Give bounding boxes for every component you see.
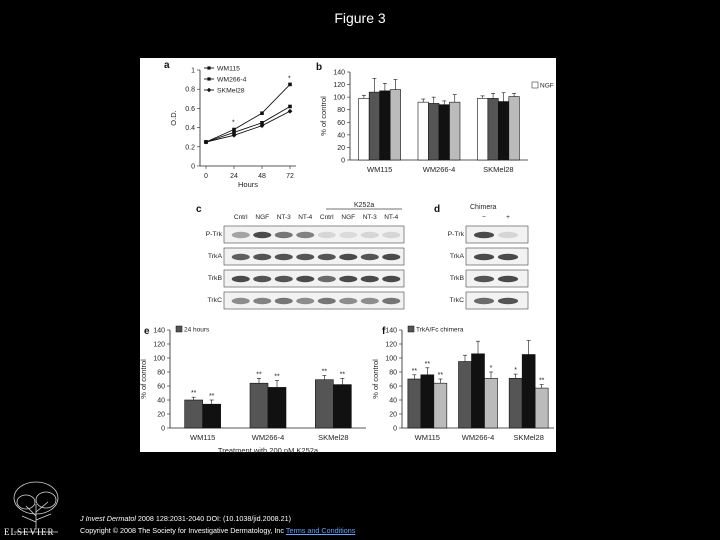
figure-3 [139,58,556,455]
bar [418,102,429,160]
blot-band [253,232,271,238]
blot-band [275,276,293,282]
chart-b [319,70,554,175]
lane-label: NGF [341,214,356,221]
blot-band [339,298,357,304]
blot-band [296,232,314,238]
blot-band [498,232,518,238]
panel-label-e: e [144,326,150,337]
legend-label: SKMel28 [217,87,245,95]
panel-label-f: f [382,326,386,337]
significance-mark: ** [190,390,197,398]
x-axis-label: Hours [237,180,259,189]
bar [268,387,286,428]
bar [439,105,450,160]
category-label: WM266-4 [251,433,285,442]
blot-row-label: P-Trk [447,231,464,238]
y-tick-label: 0 [341,157,345,165]
terms-link[interactable]: Terms and Conditions [285,526,356,535]
y-tick-label: 0.8 [185,86,195,94]
category-label: WM115 [414,433,440,442]
y-tick-label: 120 [333,82,345,90]
blot-c-k252a-label: K252a [354,202,375,209]
lane-label: NT-4 [298,214,313,221]
bar [333,385,351,428]
lane-label: NT-4 [384,214,399,221]
significance-mark: ** [256,371,262,379]
y-tick-label: 1 [191,67,195,75]
significance-mark: ** [424,360,431,368]
legend-label: 24 hours [184,326,210,334]
panel-label-c: c [196,204,202,215]
blot-band [318,298,336,304]
chart-e [139,326,366,455]
y-tick-label: 80 [157,369,165,377]
legend-label: WM266-4 [217,76,247,84]
blot-band [253,276,271,282]
y-tick-label: 140 [153,327,165,335]
blot-d [448,214,528,309]
category-label: SKMel28 [513,433,544,442]
x-axis-label: Treatment with 200 nM K252a [217,446,319,455]
panel-label-b: b [316,62,323,73]
bar [509,97,520,160]
y-tick-label: 40 [157,397,165,405]
citation-line [80,513,355,525]
significance-mark: * [489,365,493,372]
legend-label: NGF [540,82,554,90]
legend-swatch [176,326,182,332]
bar [450,102,461,160]
y-tick-label: 100 [153,355,165,363]
y-axis-label: % of control [371,359,380,399]
chart-f [371,326,554,442]
data-point [288,109,293,114]
blot-band [361,276,379,282]
y-tick-label: 60 [389,383,397,391]
bar [434,383,447,428]
x-tick-label: 24 [230,173,238,180]
significance-mark: * [514,367,518,375]
journal-name: J Invest Dermatol [80,514,136,523]
lane-label: Cntrl [319,214,334,221]
lane-label: Cntrl [233,214,248,221]
y-tick-label: 60 [337,119,345,127]
category-label: SKMel28 [318,433,349,442]
y-tick-label: 0 [393,425,397,433]
y-tick-label: 120 [153,341,165,349]
blot-band [339,232,357,238]
blot-band [382,254,400,260]
blot-row-label: TrkA [449,253,464,260]
legend-label: TrkA/Fc chimera [416,326,464,334]
y-tick-label: 20 [389,411,397,419]
blot-row-label: TrkC [207,297,222,304]
y-tick-label: 60 [157,383,165,391]
bar [250,383,268,428]
legend-swatch [532,82,538,88]
blot-band [296,276,314,282]
blot-row-label: TrkC [449,297,464,304]
legend-marker [207,77,210,80]
y-tick-label: 0.4 [185,125,195,133]
category-label: WM266-4 [422,165,456,174]
y-tick-label: 20 [337,144,345,152]
y-tick-label: 20 [157,411,165,419]
bar [522,355,535,429]
legend-label: WM115 [217,65,240,73]
blot-band [339,276,357,282]
y-tick-label: 80 [337,107,345,115]
citation-footer [80,513,355,537]
significance-mark: ** [538,377,545,385]
blot-band [498,276,518,282]
blot-band [498,298,518,304]
legend-marker [207,88,211,92]
bar [488,98,499,160]
blot-band [474,232,494,238]
bar [477,98,488,160]
bar [472,354,485,428]
legend-swatch [408,326,414,332]
slide-title: Figure 3 [334,10,386,26]
blot-band [382,276,400,282]
bar [485,378,498,428]
y-tick-label: 120 [385,341,397,349]
lane-label: NT-3 [276,214,291,221]
significance-mark: ** [437,372,444,379]
copyright-line [80,525,355,537]
panel-label-a: a [164,60,170,71]
y-tick-label: 0.2 [185,144,195,152]
significance-mark: ** [411,367,418,375]
data-point [288,83,292,87]
significance-mark: ** [274,373,280,381]
bar [408,379,421,428]
category-label: WM115 [367,165,393,174]
bar [185,400,203,428]
bar [369,92,380,160]
x-tick-label: 0 [204,173,208,180]
blot-band [318,276,336,282]
figure-canvas [139,58,556,455]
y-axis-label: O.D. [169,110,178,126]
y-tick-label: 140 [385,327,397,335]
blot-band [275,298,293,304]
blot-band [361,254,379,260]
y-tick-label: 40 [337,132,345,140]
significance-mark: ** [321,368,328,376]
blot-band [232,276,250,282]
blot-band [474,254,494,260]
blot-band [253,254,271,260]
blot-band [296,298,314,304]
y-tick-label: 40 [389,397,397,405]
lane-label: NT-3 [362,214,377,221]
category-label: SKMel28 [483,165,514,174]
significance-mark: ** [208,393,215,400]
blot-band [253,298,271,304]
category-label: WM115 [190,433,216,442]
bar [429,103,440,160]
chart-a [169,66,296,190]
x-tick-label: 48 [258,173,266,180]
blot-band [361,232,379,238]
blot-band [474,276,494,282]
blot-band [474,298,494,304]
category-label: WM266-4 [461,433,495,442]
legend-marker [207,66,210,69]
blot-band [275,232,293,238]
bar [421,375,434,428]
blot-band [232,254,250,260]
y-tick-label: 80 [389,369,397,377]
blot-band [318,232,336,238]
blot-band [361,298,379,304]
publisher-name: ELSEVIER [4,527,55,537]
blot-band [275,254,293,260]
y-tick-label: 0 [161,425,165,433]
blot-band [318,254,336,260]
y-tick-label: 100 [385,355,397,363]
data-point [288,105,292,109]
blot-c [206,214,404,309]
bar [315,380,333,428]
citation-details: 2008 128:2031-2040 DOI: (10.1038/jid.2008.21) [135,514,291,523]
blot-band [498,254,518,260]
blot-row-label: P-Trk [205,231,222,238]
bar [535,388,548,428]
y-tick-label: 100 [333,94,345,102]
significance-mark: ** [339,371,346,379]
blot-band [232,298,250,304]
x-tick-label: 72 [286,173,294,180]
blot-band [339,254,357,260]
blot-row-label: TrkA [207,253,222,260]
bar [498,102,509,160]
blot-band [296,254,314,260]
significance-mark: * [232,119,235,127]
bar [390,90,401,160]
bar [380,91,391,160]
significance-mark: * [288,75,291,83]
blot-band [382,232,400,238]
y-tick-label: 0.6 [185,105,195,113]
lane-label: + [506,214,510,221]
data-point [260,111,264,115]
panel-label-d: d [434,204,441,215]
blot-band [232,232,250,238]
y-axis-label: % of control [319,96,328,136]
bar [203,404,221,428]
y-axis-label: % of control [139,359,148,399]
bar [459,362,472,429]
blot-row-label: TrkB [207,275,222,282]
bar [509,378,522,428]
blot-d-header: Chimera [470,204,497,211]
blot-row-label: TrkB [449,275,464,282]
y-tick-label: 140 [333,69,345,77]
y-tick-label: 0 [191,163,195,171]
lane-label: − [482,214,486,221]
copyright-text: Copyright © 2008 The Society for Investigative Dermatology, Inc [80,526,286,535]
blot-band [382,298,400,304]
bar [359,98,370,160]
lane-label: NGF [255,214,270,221]
